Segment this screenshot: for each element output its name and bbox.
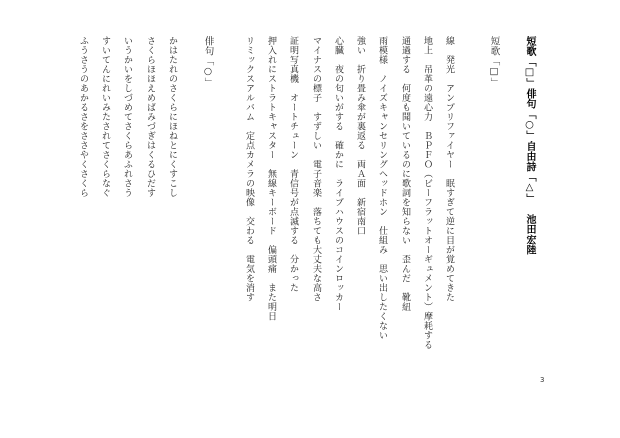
section-heading-tanka: 短歌「□」 bbox=[488, 36, 500, 88]
tanka-line: 通過する 何度も聞いているのに歌詞を知らない 歪んだ 靴紐 bbox=[400, 36, 410, 312]
tanka-line: 強い 折り畳み傘が裏返る 両Ａ面 新宿南口 bbox=[355, 36, 365, 236]
section-heading-haiku: 俳句「○」 bbox=[202, 36, 214, 88]
tanka-line: 地上 吊革の遠心力 ＢＰＦＯ（ビーフラットオーギュメント）摩耗する bbox=[422, 36, 432, 350]
document-title-block bbox=[524, 36, 534, 255]
tanka-line: 証明写真機 オートチューン 青信号が点滅する 分かった bbox=[288, 36, 298, 293]
tanka-line: マイナスの標子 すずしい 電子音楽 落ちても大丈夫な高さ bbox=[311, 36, 321, 302]
haiku-line: かはたれのさくらにほねとにくすこし bbox=[167, 36, 177, 198]
page-number: 3 bbox=[540, 376, 545, 384]
document-author: 池田宏陸 bbox=[524, 213, 535, 256]
tanka-line: 雨模様 ノイズキャンセリングヘッドホン 仕組み 思い出したくない bbox=[377, 36, 387, 340]
haiku-line: さくらほほえめばみづぎはくるひだす bbox=[145, 36, 155, 198]
haiku-line: ふうさうのあかるさをささやくさくら bbox=[78, 36, 88, 198]
document-title: 短歌「□」俳句「○」自由詩「△」 bbox=[524, 36, 535, 204]
haiku-line: いうかいをしづめてさくらあふれさう bbox=[122, 36, 132, 198]
haiku-line: すいてんにれいみたされてさくらなぐ bbox=[100, 36, 110, 198]
tanka-line: リミックスアルバム 定点カメラの映像 交わる 電気を消す bbox=[244, 36, 254, 302]
tanka-line: 線 発光 アンプリファイヤー 眠すぎて逆に目が覚めてきた bbox=[444, 36, 454, 302]
tanka-line: 心臓 夜の匂いがする 確かに ライブハウスのコインロッカー bbox=[333, 36, 343, 312]
tanka-line: 押入れにストラトキャスター 無線キーボード 偏頭痛 また明日 bbox=[266, 36, 276, 321]
